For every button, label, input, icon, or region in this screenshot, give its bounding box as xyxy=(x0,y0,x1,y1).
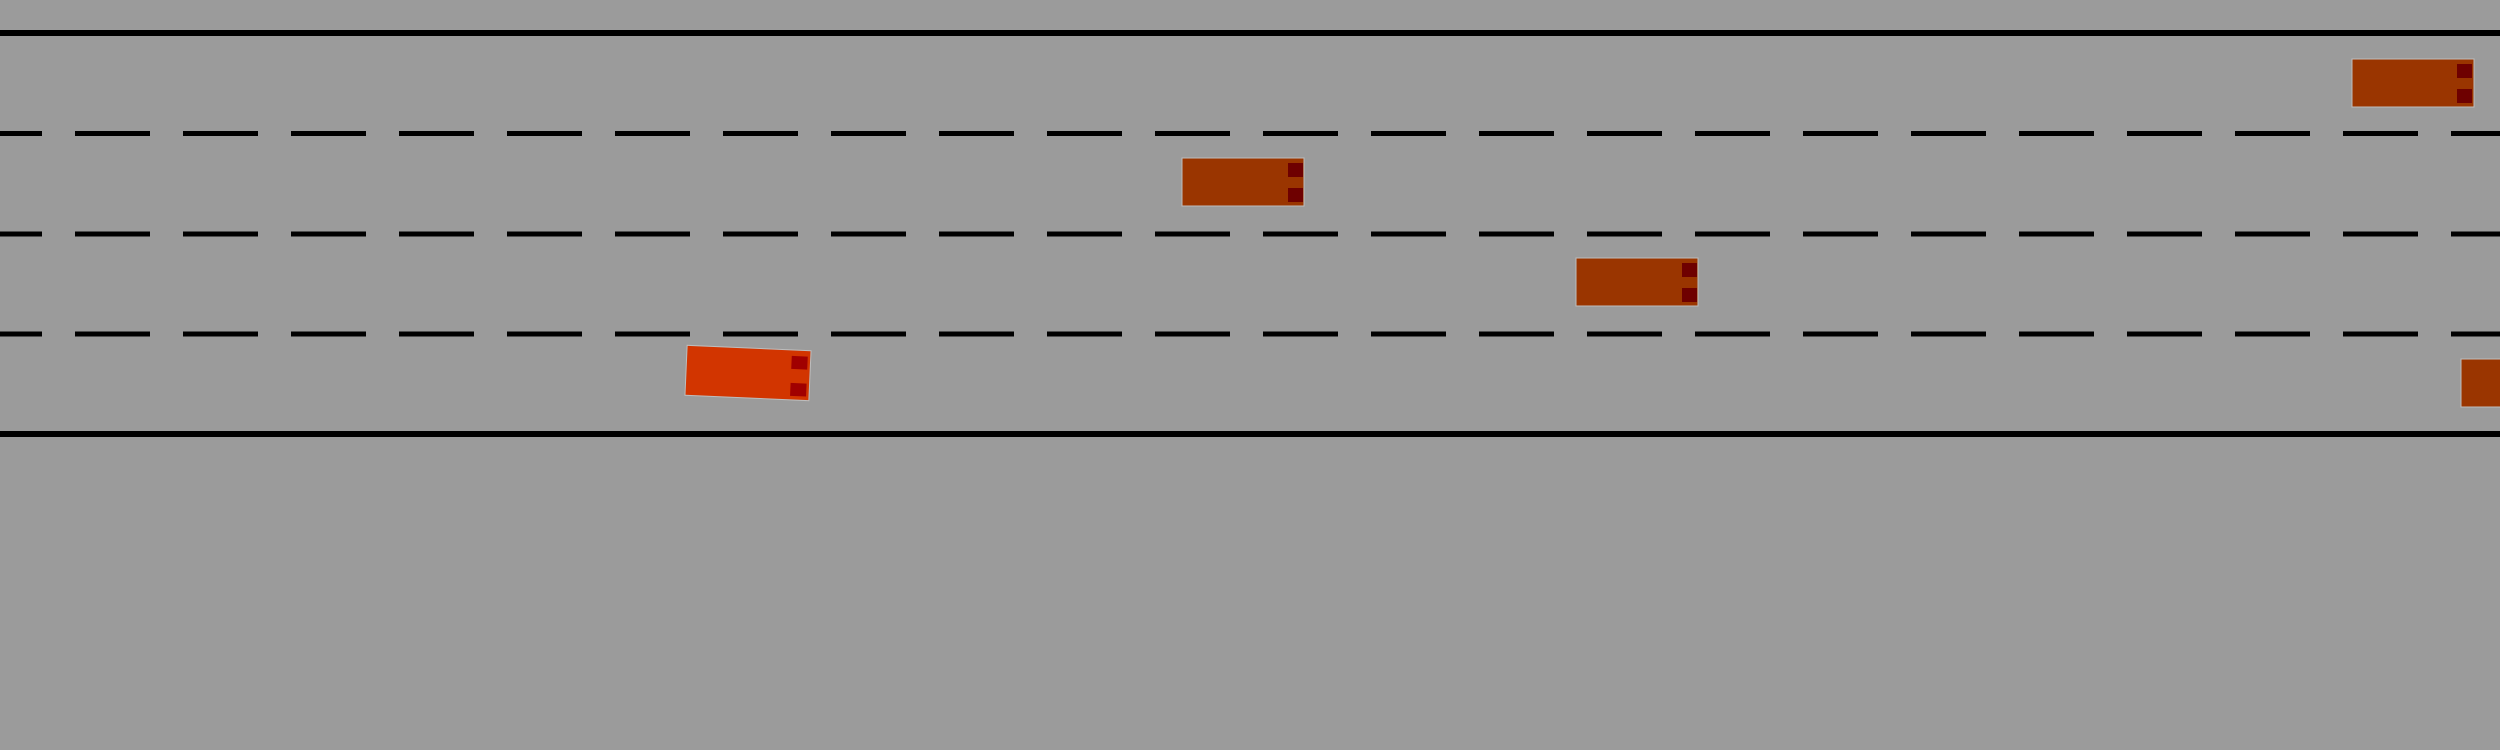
vehicle-4 xyxy=(2461,359,2500,407)
vehicle-1 xyxy=(2352,59,2474,107)
vehicle-3 xyxy=(1576,258,1698,306)
ego-vehicle xyxy=(685,345,811,400)
vehicle-2 xyxy=(1182,158,1304,206)
